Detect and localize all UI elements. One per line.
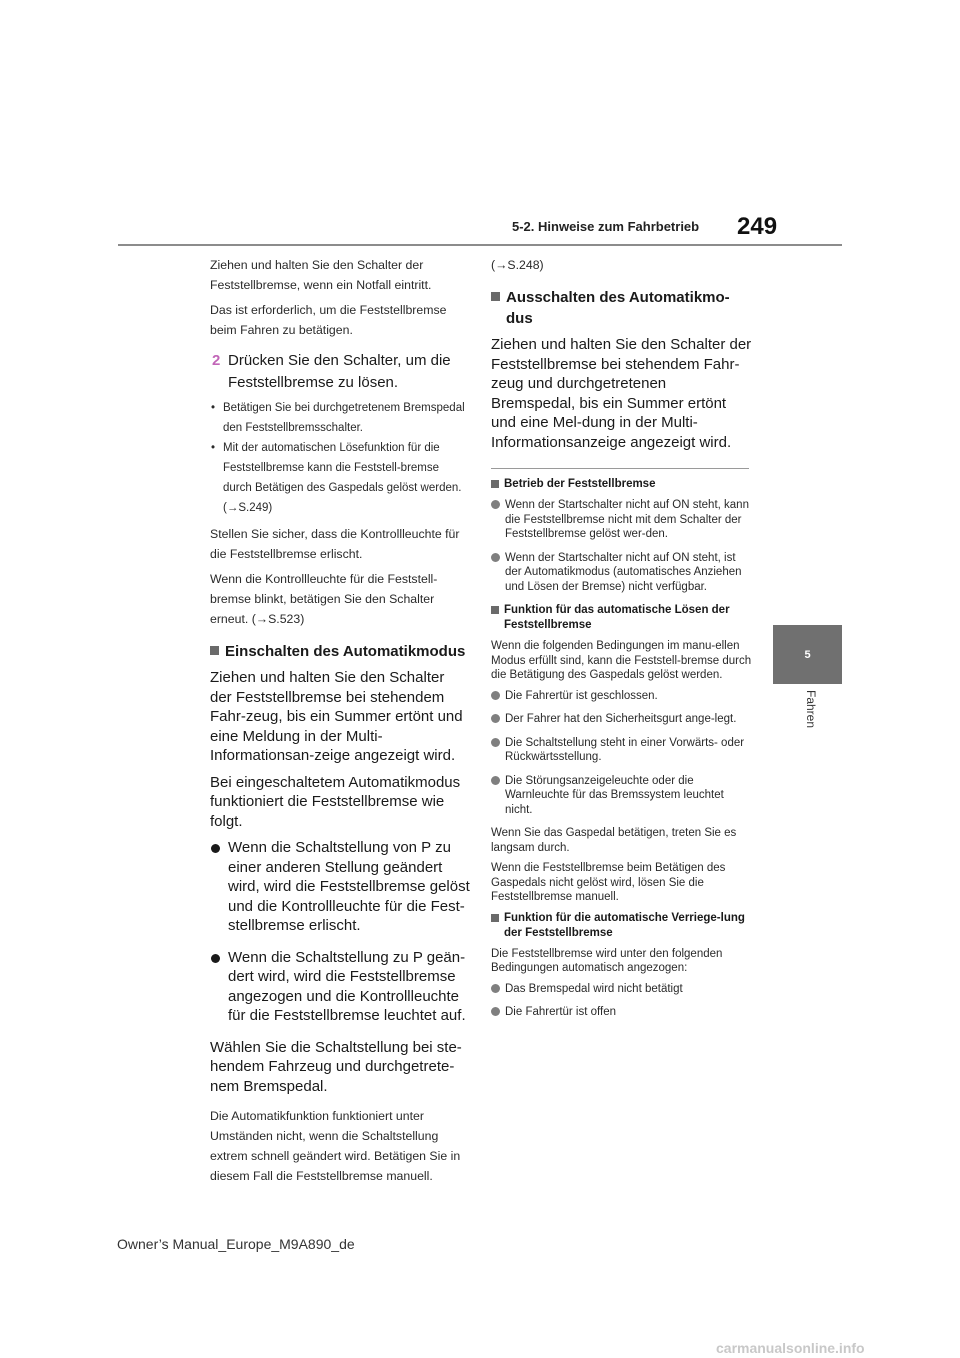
step-number: 2 xyxy=(212,352,221,369)
bullet-dot-icon xyxy=(491,691,500,700)
auto-off-heading xyxy=(491,287,753,329)
auto-off-title: Ausschalten des Automatikmo-dus xyxy=(506,289,730,327)
intro-text: Ziehen und halten Sie den Schalter der Feststellbremse, wenn ein Notfall eintritt. xyxy=(210,258,432,292)
square-bullet-icon xyxy=(210,646,219,655)
chapter-label: Fahren xyxy=(804,690,818,729)
note-bullet-text: Die Störungsanzeigeleuchte oder die Warnleuchte für das Bremssystem leuchtet nicht. xyxy=(505,774,724,816)
note-heading-text: Funktion für die automatische Verriege-lung der Feststellbremse xyxy=(504,911,745,939)
note-bullet-text: Wenn der Startschalter nicht auf ON steht, ist der Automatikmodus (automatisches Anziehen und Lösen der Bremse) nicht verfügbar. xyxy=(505,551,742,593)
chapter-tab[interactable] xyxy=(773,625,842,684)
square-bullet-icon xyxy=(491,914,499,922)
note-bullet-text: Die Fahrertür ist geschlossen. xyxy=(505,689,658,702)
square-bullet-icon xyxy=(491,480,499,488)
note-bullet xyxy=(491,774,753,818)
note-bullet xyxy=(491,689,753,704)
check-note: Stellen Sie sicher, dass die Kontrollleuchte für die Feststellbremse erlischt. xyxy=(210,527,460,561)
note-bullet-text: Der Fahrer hat den Sicherheitsgurt ange-legt. xyxy=(505,713,737,725)
note-heading xyxy=(491,911,753,941)
list-item-text: Wenn die Schaltstellung von P zu einer anderen Stellung geändert wird, wird die Feststellbremse gelöst und die Kontrollleuchte für die Fest-stellbremse erlischt. xyxy=(228,839,470,934)
note-bullet-text: Die Schaltstellung steht in einer Vorwärts- oder Rückwärtsstellung. xyxy=(505,736,745,763)
bullet-dot-icon xyxy=(491,984,500,993)
note-bullet-text: Die Fahrertür ist offen xyxy=(505,1006,617,1018)
list-item xyxy=(210,948,470,1026)
paragraph: Ziehen und halten Sie den Schalter der Feststellbremse bei stehendem Fahr-zeug und durchgetretenen Bremspedal, bis ein Summer ertönt und eine Mel-dung in der Multi-Informationsanzeige angezeigt wird. xyxy=(491,336,752,451)
note-bullet xyxy=(491,498,753,542)
note-bullet xyxy=(491,736,753,765)
right-column xyxy=(491,255,753,1029)
left-column xyxy=(210,255,470,1186)
watermark: carmanualsonline.info xyxy=(716,1340,865,1356)
auto-on-title: Einschalten des Automatikmodus xyxy=(225,643,466,660)
bullet-dot-icon xyxy=(491,500,500,509)
square-bullet-icon xyxy=(491,606,499,614)
note-heading-text: Funktion für das automatische Lösen der Feststellbremse xyxy=(504,604,730,631)
intro-text: Das ist erforderlich, um die Feststellbremse beim Fahren zu betätigen. xyxy=(210,303,447,337)
note-bullet-text: Wenn der Startschalter nicht auf ON steht, kann die Feststellbremse nicht mit dem Schalter der Feststellbremse gelöst wer-den. xyxy=(505,499,749,540)
paragraph: Ziehen und halten Sie den Schalter der Feststellbremse bei stehendem Fahr-zeug, bis ein Summer ertönt und eine Meldung in der Multi-Informationsan-zeige angezeigt wird. xyxy=(210,669,463,764)
small-note: Die Automatikfunktion funktioniert unter Umständen nicht, wenn die Schaltstellung extrem schnell geändert wird. Betätigen Sie in diesem Fall die Feststellbremse manuell. xyxy=(210,1109,461,1183)
check-note: Wenn die Kontrollleuchte für die Feststell-bremse blinkt, betätigen Sie den Schalter erneut. (→S.523) xyxy=(210,572,438,626)
list-item xyxy=(210,838,470,936)
page-number: 249 xyxy=(737,213,778,240)
bullet-dot-icon xyxy=(211,844,220,853)
notes-divider xyxy=(491,468,749,469)
note-bullet xyxy=(491,1005,753,1020)
note-bullet-text: Das Bremspedal wird nicht betätigt xyxy=(505,982,683,995)
bullet-dot-icon xyxy=(491,714,500,723)
bullet-dot-icon xyxy=(491,553,500,562)
bullet-dot-icon xyxy=(491,1007,500,1016)
note-heading-text: Betrieb der Feststellbremse xyxy=(504,478,656,490)
note-text: Wenn die Feststellbremse beim Betätigen des Gaspedals nicht gelöst wird, lösen Sie die Feststellbremse manuell. xyxy=(491,862,726,903)
notes-section xyxy=(491,477,753,1020)
list-item-text: Wenn die Schaltstellung zu P geän-dert wird, wird die Feststellbremse angezogen und die Kontrollleuchte für die Feststellbremse leuchtet auf. xyxy=(228,948,466,1024)
note-bullet xyxy=(491,712,753,727)
step-2 xyxy=(210,350,470,394)
paragraph: Bei eingeschaltetem Automatikmodus funktioniert die Feststellbremse wie folgt. xyxy=(210,773,461,830)
note-heading xyxy=(491,603,753,633)
step-text: Drücken Sie den Schalter, um die Feststellbremse zu lösen. xyxy=(228,352,451,391)
note-text: Wenn Sie das Gaspedal betätigen, treten Sie es langsam durch. xyxy=(491,827,737,854)
step-bullet: • Mit der automatischen Lösefunktion für die Feststellbremse kann die Feststell-bremse durch Betätigen des Gaspedals gelöst werden. (→S.249) xyxy=(210,438,470,518)
section-title: 5-2. Hinweise zum Fahrbetrieb xyxy=(512,219,700,234)
bullet-dot-icon xyxy=(211,954,220,963)
note-bullet xyxy=(491,551,753,595)
note-heading xyxy=(491,477,753,492)
page-reference: (→S.248) xyxy=(491,258,544,272)
square-bullet-icon xyxy=(491,292,500,301)
paragraph: Wählen Sie die Schaltstellung bei ste-hendem Fahrzeug und durchgetrete-nem Bremspedal. xyxy=(210,1038,462,1095)
chapter-number: 5 xyxy=(804,648,811,661)
note-text: Wenn die folgenden Bedingungen im manu-ellen Modus erfüllt sind, kann die Feststell-bremse durch die Betätigung des Gaspedals gelöst werden. xyxy=(491,640,752,681)
step-bullet: • Betätigen Sie bei durchgetretenem Bremspedal den Feststellbremsschalter. xyxy=(210,398,470,438)
bullet-dot-icon xyxy=(491,776,500,785)
note-text: Die Feststellbremse wird unter den folgenden Bedingungen automatisch angezogen: xyxy=(491,947,723,974)
footer-text: Owner’s Manual_Europe_M9A890_de xyxy=(117,1236,355,1252)
bullet-dot-icon xyxy=(491,738,500,747)
note-bullet xyxy=(491,982,753,997)
auto-on-heading xyxy=(210,641,470,662)
header-divider xyxy=(118,244,842,246)
